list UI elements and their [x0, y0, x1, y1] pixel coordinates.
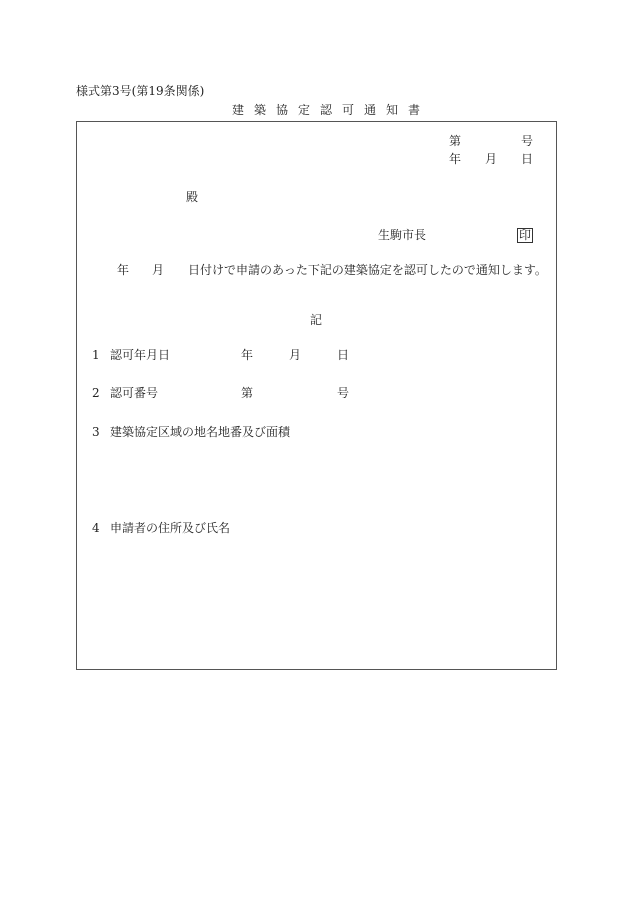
form-label: 様式第3号(第19条関係) [76, 84, 205, 98]
item-2-suffix: 号 [337, 386, 350, 400]
addressee-suffix: 殿 [186, 190, 199, 204]
issuer: 生駒市長 [378, 228, 427, 242]
body-month: 月 [152, 263, 165, 277]
document-title: 建築協定認可通知書 [232, 103, 431, 117]
item-1-year: 年 [241, 348, 254, 362]
item-2-prefix: 第 [241, 386, 254, 400]
doc-number-prefix: 第 [449, 134, 462, 148]
doc-number-suffix: 号 [521, 134, 534, 148]
ki-heading: 記 [310, 313, 323, 327]
item-2-label: 認可番号 [110, 386, 159, 400]
item-2-number: 2 [92, 386, 100, 400]
doc-date-day: 日 [521, 152, 534, 166]
item-3-number: 3 [92, 425, 100, 439]
item-4-label: 申請者の住所及び氏名 [110, 521, 231, 535]
doc-date-year: 年 [449, 152, 462, 166]
item-1-number: 1 [92, 348, 100, 362]
item-1-day: 日 [337, 348, 350, 362]
item-4-number: 4 [92, 521, 100, 535]
body-year: 年 [117, 263, 130, 277]
item-1-label: 認可年月日 [110, 348, 171, 362]
seal-mark: 印 [519, 228, 532, 242]
item-3-label: 建築協定区域の地名地番及び面積 [110, 425, 291, 439]
doc-date-month: 月 [485, 152, 498, 166]
item-1-month: 月 [289, 348, 302, 362]
body-text: 日付けで申請のあった下記の建築協定を認可したので通知します。 [188, 263, 547, 277]
